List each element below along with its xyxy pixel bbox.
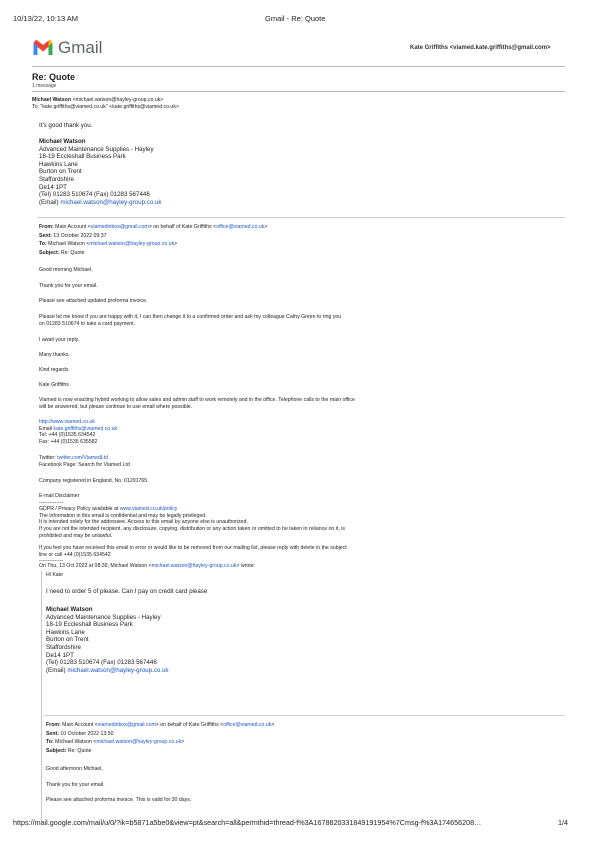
quote1-sent: Sent: 13 October 2022 09:37	[39, 232, 107, 239]
quote1-many-thanks: Many thanks.	[39, 352, 70, 358]
quote3-greeting: Good afternoon Michael,	[46, 766, 103, 772]
quote2-intro-email[interactable]: michael.watson@hayley-group.co.uk	[151, 563, 237, 569]
signature-line: Staffordshire	[39, 175, 74, 183]
quote1-name: Kate Griffiths	[39, 382, 69, 388]
quote-divider-1	[37, 217, 565, 218]
website-link[interactable]: http://www.viamed.co.uk	[39, 419, 95, 425]
quote1-regards: Kind regards	[39, 367, 69, 373]
quote3-from: From: Main Account <viamedinbox@gmail.com> on behalf of Kate Griffiths <office@viamed.co.uk>	[46, 722, 275, 728]
quote1-from: From: Main Account <viamedinbox@gmail.com> on behalf of Kate Griffiths <office@viamed.co.uk>	[39, 224, 268, 230]
quote3-thanks: Thank you for your email.	[46, 782, 105, 788]
thread-subject: Re: Quote	[32, 72, 76, 82]
quote1-from-email[interactable]: viamedinbox@gmail.com	[90, 224, 149, 230]
signature-line: 18-19 Eccleshall Business Park	[39, 153, 126, 161]
quote3-to: To: Michael Watson <michael.watson@hayley-group.co.uk>	[46, 739, 185, 746]
quote2-signature: Michael Watson Advanced Maintenance Supplies - Hayley 18-19 Eccleshall Business Park Hawkins Lane Burton on Trent Staffordshire De14 1PT (Tel) 01283 510674 (Fax) 01283 567446 (Email) michael.watson@hayley-group.co.uk	[46, 606, 169, 674]
gmail-logo-text: Gmail	[58, 38, 103, 57]
quote1-await: I await your reply.	[39, 337, 80, 343]
quote2-hi: Hi Kate	[46, 572, 64, 578]
quote3-header	[46, 722, 274, 754]
signature	[39, 138, 162, 206]
quote1-greeting: Good morning Michael,	[39, 267, 93, 273]
print-datetime: 10/13/22, 10:13 AM	[13, 14, 79, 23]
print-page-title: Gmail - Re: Quote	[265, 14, 326, 23]
quote2-email-link[interactable]: michael.watson@hayley-group.co.uk	[67, 666, 169, 674]
quote1-subject: Subject: Re: Quote	[39, 249, 85, 256]
quote-divider-2	[44, 715, 565, 716]
quote1-confirm: Please let me know if you are happy with it, I can then change it to a confirmed order and ask my colleague Cathy Green to ring you on 01283 510674 to take a card payment.	[39, 314, 342, 327]
message-body: It's good thank you.	[39, 122, 93, 129]
signature-line: Advanced Maintenance Supplies - Hayley	[39, 145, 154, 153]
quote1-disclaimer: E-mail Disclaimer -------------- GDPR / Privacy Policy available at www.viamed.co.uk/policy The information in this email is confidential and may be legally privileged. It is intended solely for the addressee. Access to this email by anyone else is unauthorized. If you are not the intended recipient, any disclosure, copying, distribution or any action taken or omitted to be taken in reliance on it, is prohibited and may be unlawful. If you feel you have received this email in error or would like to be removed from our mailing list, please reply with delete in the subject line or call +44 (0)1535 634542 --------------	[39, 493, 347, 565]
twitter-link[interactable]: twitter.com/ViamedLtd	[57, 455, 109, 461]
quote1-company: Company registered in England, No. 01291765.	[39, 478, 149, 484]
signature-email-line: (Email) michael.watson@hayley-group.co.uk	[39, 198, 162, 206]
quote3-sent: Sent: 10 October 2022 13:50	[46, 730, 114, 737]
quote1-to-email[interactable]: michael.watson@hayley-group.co.uk	[89, 241, 175, 248]
quote3-subject: Subject: Re: Quote	[46, 747, 92, 754]
message-to: To: "kate.griffiths@viamed.co.uk" <kate.griffiths@viamed.co.uk>	[32, 104, 179, 110]
signature-line: (Tel) 01283 510674 (Fax) 01283 567446	[39, 191, 150, 199]
quote1-contact: http://www.viamed.co.uk Email kate.griffiths@viamed.co.uk Tel: +44 (0)1535 634542 Fax: +44 (0)1535 635582	[39, 419, 118, 445]
quote1-header	[39, 224, 267, 256]
message-count: 1 message	[32, 83, 57, 89]
account-label: Kate Griffiths <viamed.kate.griffiths@gmail.com>	[410, 45, 551, 51]
quote-bar	[41, 571, 42, 821]
quote1-notice: Viamed is now enacting hybrid working to allow sales and admin staff to work remotely and in the office. Telephone calls to the main office will be answered, but please continue to use email where possible.	[39, 397, 355, 410]
policy-link[interactable]: www.viamed.co.uk/policy	[119, 506, 178, 513]
signature-name: Michael Watson	[39, 138, 86, 145]
quote3-to-email[interactable]: michael.watson@hayley-group.co.uk	[96, 739, 182, 746]
quote1-from-email2[interactable]: office@viamed.co.uk	[216, 224, 265, 230]
quote1-thanks: Thank you for your email.	[39, 283, 98, 289]
print-page-number: 1/4	[558, 818, 568, 827]
signature-email-link[interactable]: michael.watson@hayley-group.co.uk	[60, 198, 162, 206]
sender-email: <michael.watson@hayley-group.co.uk>	[72, 97, 164, 103]
header-divider	[32, 66, 565, 67]
quote1-to: To: Michael Watson <michael.watson@hayley-group.co.uk>	[39, 241, 178, 248]
thread-divider	[32, 91, 565, 92]
quote3-attached: Please see attached proforma invoice. This is valid for 30 days.	[46, 797, 192, 803]
sender-name: Michael Watson	[32, 97, 72, 103]
quote1-email-link[interactable]: kate.griffiths@viamed.co.uk	[53, 425, 118, 432]
print-url: https://mail.google.com/mail/u/0/?ik=b5871a5be0&view=pt&search=all&permthid=thread-f%3A1678820331849191954%7Cmsg-f%3A174656208…	[13, 818, 482, 827]
signature-line: De14 1PT	[39, 183, 67, 191]
quote2-intro: On Thu, 13 Oct 2022 at 08:39, Michael Watson <michael.watson@hayley-group.co.uk> wrote:	[39, 563, 256, 569]
quote2-body: I need to order 5 of please. Can I pay on credit card please	[46, 588, 208, 595]
gmail-m-icon	[32, 39, 54, 56]
quote3-from-email2[interactable]: office@viamed.co.uk	[223, 722, 272, 728]
message-from	[32, 97, 163, 104]
signature-line: Burton on Trent	[39, 168, 82, 176]
quote1-attached: Please see attached updated proforma invoice.	[39, 298, 148, 304]
quote3-from-email[interactable]: viamedinbox@gmail.com	[97, 722, 156, 728]
signature-line: Hawkins Lane	[39, 160, 78, 168]
quote1-social: Twitter: twitter.com/ViamedLtd Facebook Page: Search for Viamed Ltd	[39, 455, 130, 468]
